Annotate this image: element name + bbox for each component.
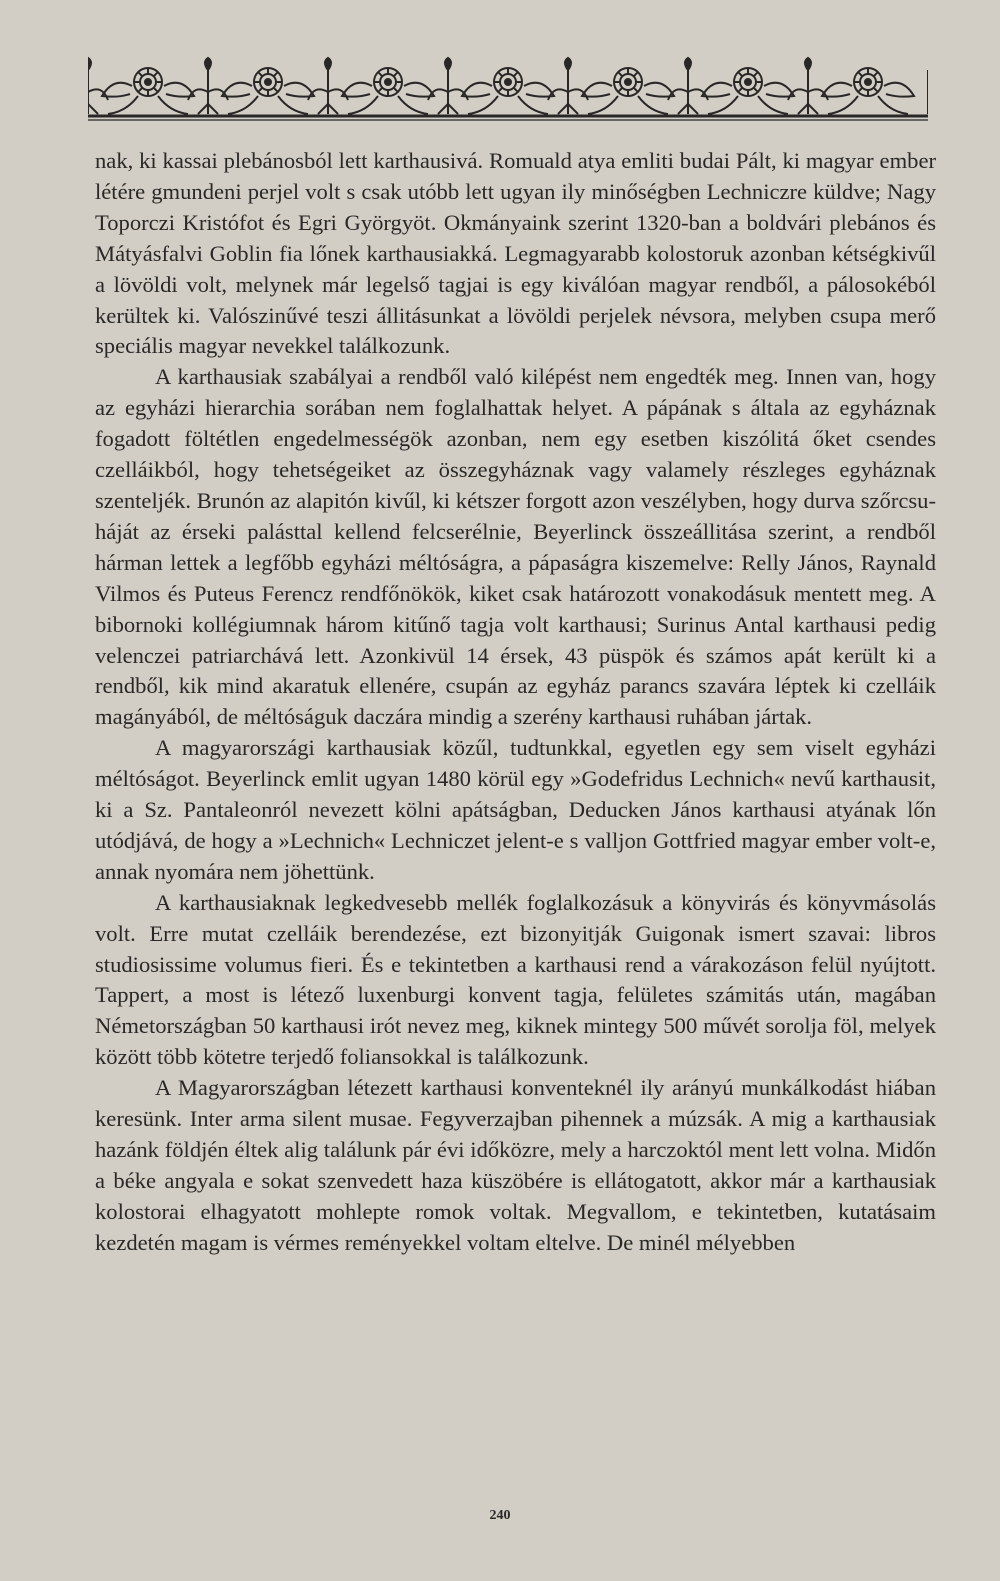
paragraph-2: A karthausiak szabályai a rendből való kilépést nem engedték meg. Innen van, hogy az egyházi hierarchia sorában nem foglalhattak helyet. A pápának s általa az egyháznak fogadott föltétlen engedelmességök azonban, nem egy esetben kiszólitá őket csendes czelláikból, hogy tehetségeiket az összegyháznak vagy valamely részleges egyháznak szenteljék. Brunón az alapitón kivűl, ki kétszer forgott azon veszélyben, hogy durva szőrcsuháját az érseki palásttal kellend felcserélnie, Beyerlinck összeállitása szerint, a rendből hárman lettek a legfőbb egyházi méltóságra, a pápaságra kiszemelve: Relly János, Raynald Vilmos és Puteus Ferencz rendfőnökök, kiket csak határozott vonakodásuk mentett meg. A bibornoki kollégiumnak három kitűnő tagja volt karthausi; Surinus Antal karthausi pedig velenczei patriarchává lett. Azonkivül 14 érsek, 43 püspök és számos apát került ki a rendből, kik mind akaratuk ellenére, csupán az egyház parancs szavára léptek ki czelláik magányából, de méltóságuk daczára mindig a szerény karthausi ruhában jártak. — [95, 364, 936, 730]
paragraph-3: A magyarországi karthausiak közűl, tudtunkkal, egyetlen egy sem viselt egyházi méltóságot. Beyerlinck emlit ugyan 1480 körül egy »Godefridus Lechnich« nevű karthausit, ki a Sz. Pantaleonról nevezett kölni apátságban, Deducken János karthausi atyának lőn utódjává, de hogy a »Lechnich« Lechniczet jelent-e s valljon Gottfried magyar ember volt-e, annak nyomára nem jöhettünk. — [95, 735, 936, 884]
body-text — [95, 146, 936, 1259]
paragraph-4: A karthausiaknak legkedvesebb mellék foglalkozásuk a könyvirás és könyvmásolás volt. Erre mutat czelláik berendezése, ezt bizonyitják Guigonak ismert szavai: libros studiosissime volumus fieri. És e tekintetben a karthausi rend a várakozáson felül nyújtott. Tappert, a most is létező luxenburgi konvent tagja, felületes számitás után, magában Németországban 50 karthausi irót nevez meg, kiknek mintegy 500 művét sorolja föl, melyek között több kötetre terjedő foliansokkal is találkozunk. — [95, 889, 936, 1070]
page-number: 240 — [489, 1508, 511, 1523]
floral-frieze-ornament-icon — [88, 56, 928, 122]
paragraph-1: nak, ki kassai plebánosból lett karthausivá. Romuald atya emliti budai Pált, ki magyar ember létére gmundeni perjel volt s csak utóbb lett ugyan ily minőségben Lechniczre küldve; Nagy Toporczi Kristófot és Egri Györgyöt. Okmányaink szerint 1320-ban a boldvári plebános és Mátyásfalvi Goblin fia lőnek karthausiakká. Legmagyarabb kolostoruk azonban kétségkivűl a lövöldi volt, melynek már legelső tagjai is egy kiválóan magyar rendből, a pálosokéból kerültek ki. Valószinűvé teszi állitásunkat a lövöldi perjelek névsora, melyben csupa merő speciális magyar nevekkel találkozunk. — [95, 148, 936, 359]
paragraph-5: A Magyarországban létezett karthausi konventeknél ily arányú munkálkodást hiában keresünk. Inter arma silent musae. Fegyverzajban pihennek a múzsák. A mig a karthausiak hazánk földjén éltek alig találunk pár évi időközre, mely a harczoktól ment lett volna. Midőn a béke angyala e sokat szenvedett haza küszöbére is ellátogatott, akkor már a karthausiak kolostorai elhagyatott mohlepte romok voltak. Megvallom, e tekintetben, kutatásaim kezdetén magam is vérmes reményekkel voltam eltelve. De minél mélyebben — [95, 1075, 936, 1255]
